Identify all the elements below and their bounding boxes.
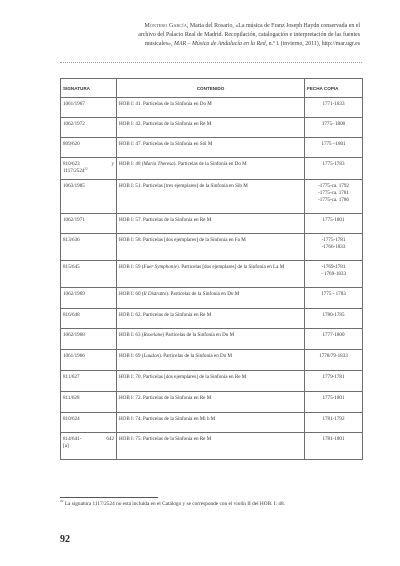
work-nickname: Il Distratto [143,291,167,297]
table-row [61,180,363,214]
column-header-signatura: SIGNATURA [61,79,117,98]
cell-contenido [117,214,305,234]
signatura-text: 810/623 y [63,161,114,167]
contenido-text: ). Particelas de la Sinfonía en Do M [159,353,233,359]
contenido-text: HOB I: 57. Particelas de la Sinfonía en Re M [119,217,212,223]
contenido-text: HOB I: 41. Particelas de la Sinfonía en Do M [119,101,212,107]
fecha-copia-text: -1769-1781 [321,264,346,270]
running-header [60,22,360,49]
work-nickname: Fuer Symphonie [143,264,178,270]
signatura-text: 1117/2524 [63,168,85,174]
cell-fecha-copia [305,288,363,309]
signatura-text: 1062/1969 [63,291,85,297]
header-author: Montero García [144,23,187,29]
table-row [61,118,363,138]
work-nickname: Roxelane [143,332,163,338]
cell-contenido [117,234,305,261]
fecha-copia-text: -1775-ca. 1781 [318,190,349,196]
cell-contenido [117,118,305,138]
cell-contenido [117,158,305,180]
cell-fecha-copia [305,433,363,460]
fecha-copia-text: 1778/79-1833 [319,353,348,359]
cell-fecha-copia [305,413,363,433]
cell-signatura [61,371,117,392]
work-nickname: Laudon [143,353,160,359]
fecha-copia-text: 1775- 1800 [321,121,346,127]
table-row [61,138,363,158]
work-nickname: Maria Theresa [143,161,174,167]
cell-fecha-copia [305,158,363,180]
cell-fecha-copia [305,98,363,118]
fecha-copia-text: 1779-1781 [322,374,345,380]
cell-signatura [61,350,117,371]
cell-fecha-copia [305,350,363,371]
cell-signatura [61,214,117,234]
fecha-copia-text: 1775 - 1783 [321,291,346,297]
signatura-line [63,183,114,190]
table-row [61,413,363,433]
fecha-copia-text: 1780-1785 [322,312,345,318]
cell-contenido [117,98,305,118]
cell-signatura [61,138,117,158]
signatura-text: 814/641- 642 [63,436,114,442]
cell-signatura [61,234,117,261]
cell-contenido [117,138,305,158]
signatura-text: 809/620 [63,141,80,147]
contenido-text: HOB I: 51. Particelas [tres ejemplares] de la Sinfonía en Sib M [119,183,248,189]
signatura-text: 1061/1966 [63,353,85,359]
fecha-copia-text: 1775-1783 [322,161,345,167]
header-journal-title: MAR – Música de Andalucía en la Red [173,41,266,47]
signatura-line [63,436,114,443]
signatura-line [63,332,114,339]
footnote-text: La signatura 1117/2524 no está incluida en el Catálogo y se corresponde con el violín II del HOB. I: 48. [63,501,285,507]
signatura-line [63,312,114,319]
table-row [61,98,363,118]
footnote-divider [60,497,158,498]
cell-fecha-copia [305,138,363,158]
signatura-line [63,237,114,244]
fecha-copia-text: 1781-1801 [322,436,345,442]
fecha-copia-text: -1775-ca. 1786 [318,197,349,203]
fecha-copia-text: 1775-1801 [322,217,345,223]
table-row [61,214,363,234]
contenido-text: HOB I: 47. Particelas de la Sinfonía en Sol M [119,141,213,147]
cell-contenido [117,288,305,309]
signatura-text: 816/648 [63,312,80,318]
table-row [61,433,363,460]
signatura-line [63,264,114,271]
header-line-3-prefix: musicales», [144,41,173,47]
cell-signatura [61,309,117,329]
contenido-text: HOB I: 70. Particelas [dos ejemplares] de la Sinfonía en Re M [119,374,247,380]
signatura-line [63,101,114,108]
fecha-copia-text: 1781-1792 [322,416,345,422]
signatura-text: 813/636 [63,237,80,243]
header-line-1-rest: , Maria del Rosario, «La música de Franz Joseph Haydn conservada en el [186,23,360,29]
cell-fecha-copia [305,371,363,392]
signatura-line [63,353,114,360]
table-row [61,261,363,288]
table-row [61,234,363,261]
contenido-text: HOB I: 74. Particelas de la Sinfonía en Mi b M [119,416,216,422]
cell-fecha-copia [305,309,363,329]
signatura-line [63,374,114,381]
table-row [61,371,363,392]
cell-signatura [61,158,117,180]
signatura-text: 811/627 [63,374,80,380]
cell-contenido [117,329,305,350]
contenido-text: ) Particelas de la Sinfonía en Do M [162,332,235,338]
contenido-text: ). Particelas de la Sinfonía en Do M [166,291,240,297]
cell-signatura [61,180,117,214]
signatura-text: 810/624 [63,416,80,422]
signatura-text: 1062/1968 [63,332,85,338]
header-line-3-suffix: , n.º 1 (invierno, 2011), http://mar.ugr.es [265,41,360,47]
header-line-3 [60,40,360,49]
cell-fecha-copia [305,118,363,138]
catalog-table [60,78,363,460]
footnote-reference[interactable]: 22 [84,166,88,171]
page-number: 92 [60,534,70,545]
fecha-copia-text: -1775-1781 [321,237,346,243]
cell-signatura [61,392,117,413]
header-divider [60,62,362,63]
signatura-line [63,141,114,148]
contenido-text: ). Particelas de la Sinfonía en Do M [173,161,247,167]
signatura-text: 1063/1985 [63,183,85,189]
footnote [60,501,362,508]
fecha-copia-text: 1777-1800 [322,332,345,338]
fecha-copia-text: - 1769-1833 [320,271,347,277]
contenido-text: HOB I: 58. Particelas [dos ejemplares] de la Sinfonía en Fa M [119,237,246,243]
column-header-fecha-copia: FECHA COPIA [305,79,363,98]
signatura-text: 1062/1972 [63,121,85,127]
table-body [61,98,363,460]
cell-contenido [117,350,305,371]
cell-contenido [117,309,305,329]
header-line-1 [60,22,360,31]
signatura-text: 1061/1967 [63,101,85,107]
cell-contenido [117,392,305,413]
cell-fecha-copia [305,234,363,261]
cell-fecha-copia [305,329,363,350]
signatura-line [63,121,114,128]
contenido-text: HOB I: 42. Particelas de la Sinfonía en Re M [119,121,212,127]
cell-signatura [61,433,117,460]
signatura-line [63,443,114,450]
signatura-line [63,168,114,175]
cell-signatura [61,98,117,118]
table-row [61,309,363,329]
cell-contenido [117,261,305,288]
contenido-text: HOB I: 62. Particelas de la Sinfonía en Re M [119,312,212,318]
table-row [61,329,363,350]
cell-contenido [117,371,305,392]
cell-signatura [61,261,117,288]
contenido-text: ). Particelas [dos ejemplares] de la Sinfonía en La M [177,264,285,270]
fecha-copia-text: -1775-ca. 1792 [318,183,349,189]
table-row [61,158,363,180]
signatura-text: [a] [63,443,69,449]
contenido-text: HOB I: 75. Particelas de la Sinfonía en Re M [119,436,212,442]
cell-signatura [61,288,117,309]
fecha-copia-text: 1771-1833 [322,101,345,107]
cell-contenido [117,433,305,460]
column-header-contenido: CONTENIDO [117,79,305,98]
cell-signatura [61,329,117,350]
cell-fecha-copia [305,214,363,234]
cell-fecha-copia [305,392,363,413]
contenido-text: HOB I: 72. Particelas de la Sinfonía en Re M [119,395,212,401]
table-row [61,350,363,371]
cell-fecha-copia [305,180,363,214]
header-line-2: archivo del Palacio Real de Madrid. Recopilación, catalogación e interpretación de las fuentes [138,32,360,38]
fecha-copia-text: 1775 –1801 [321,141,346,147]
cell-signatura [61,413,117,433]
signatura-line [63,291,114,298]
signatura-text: 811/628 [63,395,80,401]
cell-contenido [117,413,305,433]
signatura-line [63,395,114,402]
cell-fecha-copia [305,261,363,288]
signatura-line [63,416,114,423]
contenido-text: HOB I: 59 ( [119,264,144,270]
contenido-text: HOB I: 48 ( [119,161,144,167]
table-row [61,392,363,413]
contenido-text: HOB I: 60 ( [119,291,144,297]
cell-signatura [61,118,117,138]
table-header-row [61,79,363,98]
fecha-copia-text: -1766-1833 [321,244,346,250]
contenido-text: HOB I: 69 ( [119,353,144,359]
footnote-number: 22 [60,499,64,504]
signatura-text: 1062/1971 [63,217,85,223]
signatura-line [63,217,114,224]
fecha-copia-text: 1775-1801 [322,395,345,401]
cell-contenido [117,180,305,214]
signatura-text: 815/645 [63,264,80,270]
table-row [61,288,363,309]
contenido-text: HOB I: 63 ( [119,332,144,338]
